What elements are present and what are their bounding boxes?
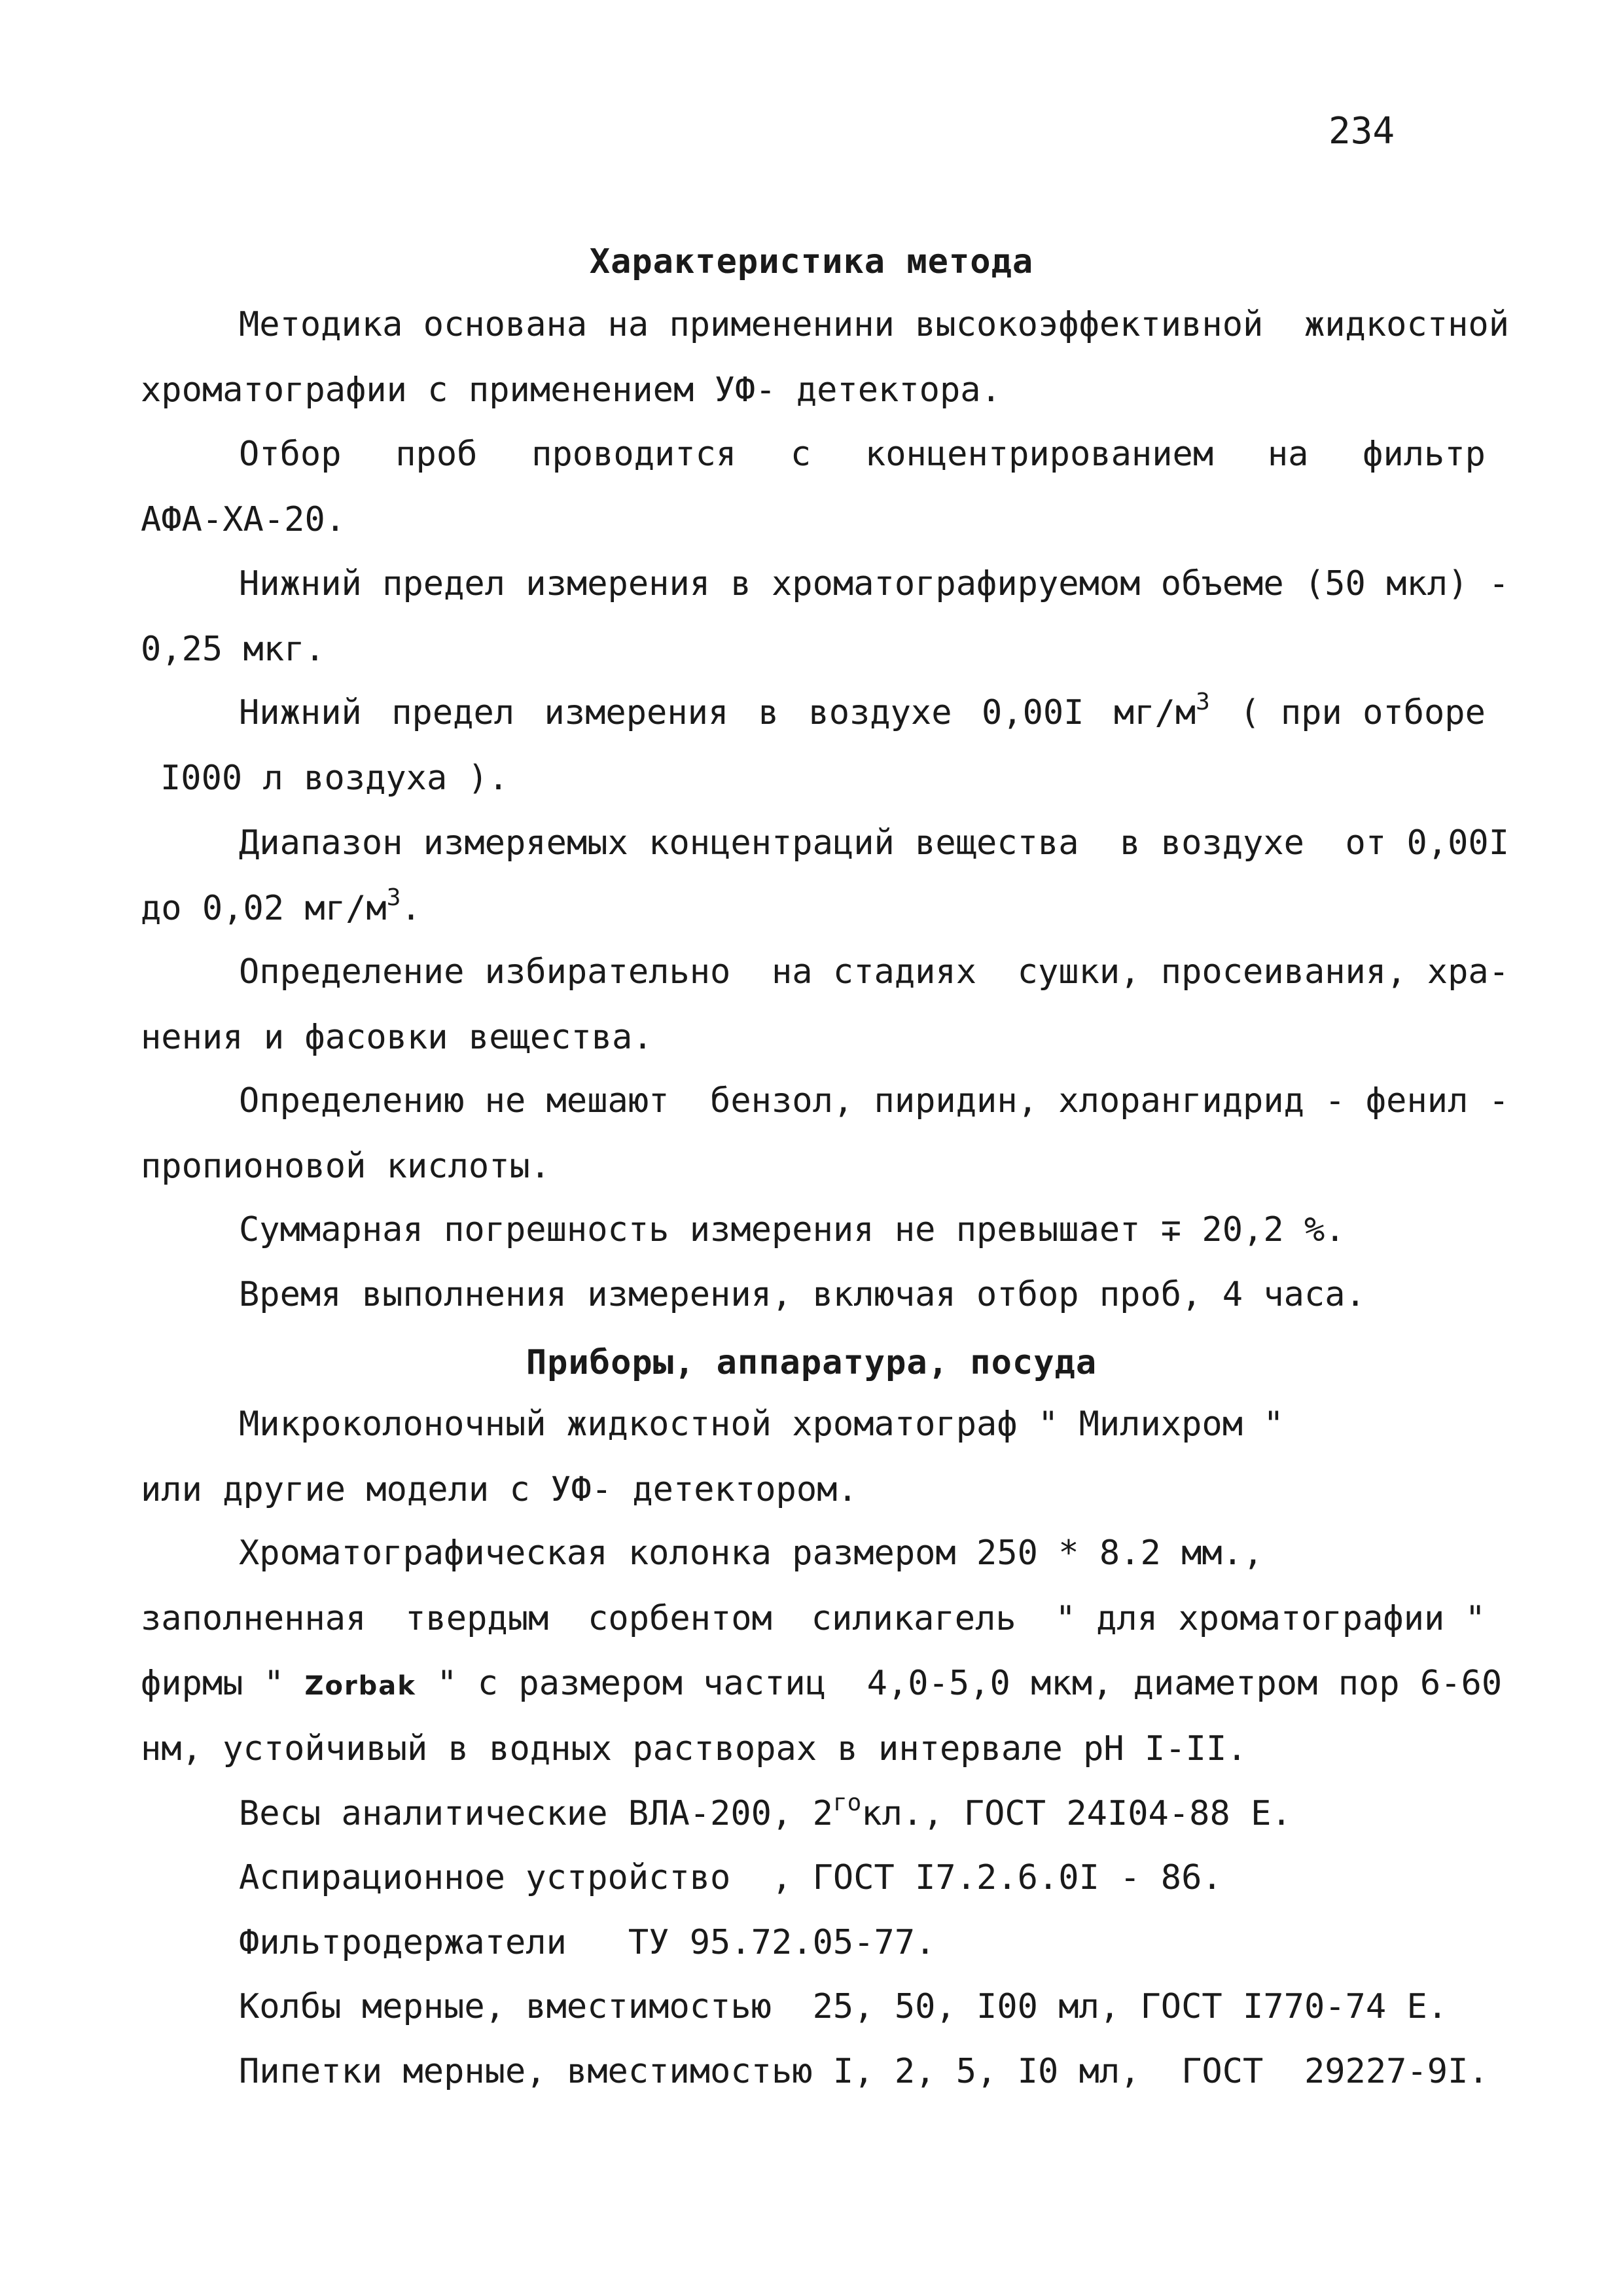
unit: мг/м [1113, 693, 1196, 732]
superscript: 3 [1196, 689, 1210, 715]
list-item-line: Хроматографическая колонка размером 250 * 8.2 мм., [239, 1534, 1264, 1573]
paragraph-line: Диапазон измеряемых концентраций вещества в воздухе от 0,00I [239, 823, 1510, 863]
text: до 0,02 мг/м [141, 889, 387, 928]
paragraph-line: Методика основана на примененини высокоэффективной жидкостной [239, 305, 1510, 344]
paragraph-line: Время выполнения измерения, включая отбор проб, 4 часа. [239, 1275, 1366, 1314]
paragraph-line: I000 л воздуха ). [160, 759, 509, 798]
word: силикагель [811, 1599, 1016, 1638]
text: кл., ГОСТ 24I04-88 Е. [861, 1794, 1292, 1833]
list-item-line: Аспирационное устройство , ГОСТ I7.2.6.0I - 86. [239, 1858, 1222, 1897]
paragraph-line: Определению не мешают бензол, пиридин, хлорангидрид - фенил - [239, 1081, 1510, 1121]
paragraph-line: хроматографии с применением УФ- детектора. [141, 370, 1001, 410]
word: твердым [405, 1599, 549, 1638]
word: 0,00I [981, 693, 1084, 732]
paragraph-line: 0,25 мкг. [141, 630, 325, 669]
superscript: го [832, 1789, 862, 1816]
section-heading-method: Характеристика метода [589, 242, 1034, 281]
paragraph-line [141, 884, 421, 928]
word: " для хроматографии " [1055, 1599, 1486, 1638]
superscript: 3 [386, 884, 401, 911]
word: заполненная [141, 1599, 366, 1638]
paragraph-line: нения и фасовки вещества. [141, 1018, 653, 1057]
paragraph-line: Определение избирательно на стадиях сушки, просеивания, хра- [239, 952, 1510, 992]
word: Нижний [239, 693, 362, 732]
paragraph-justified-line [239, 689, 1486, 732]
list-item-line: Микроколоночный жидкостной хроматограф " Милихром " [239, 1405, 1284, 1444]
paragraph-justified-line [239, 435, 1486, 474]
word: ( при отборе [1240, 693, 1486, 732]
word: в [758, 693, 779, 732]
list-item-line: нм, устойчивый в водных растворах в интервале pH I-II. [141, 1729, 1247, 1768]
unit-with-superscript [1113, 689, 1210, 732]
list-item-line: Фильтродержатели ТУ 95.72.05-77. [239, 1923, 936, 1962]
section-heading-equipment: Приборы, аппаратура, посуда [526, 1343, 1097, 1382]
text: фирмы " [141, 1664, 305, 1703]
word: с [790, 435, 812, 474]
text: Весы аналитические ВЛА-200, 2 [239, 1794, 833, 1833]
paragraph-line: Суммарная погрешность измерения не превышает ∓ 20,2 %. [239, 1210, 1346, 1249]
list-item-justified-line [141, 1599, 1486, 1638]
word: Отбор [239, 435, 342, 474]
word: фильтр [1363, 435, 1486, 474]
list-item-line: Колбы мерные, вместимостью 25, 50, I00 мл, ГОСТ I770-74 Е. [239, 1987, 1448, 2026]
text: . [401, 889, 421, 928]
word: проводится [531, 435, 737, 474]
brand-name: Zorbak [304, 1671, 416, 1701]
word: концентрированием [865, 435, 1214, 474]
word: сорбентом [588, 1599, 772, 1638]
page-number: 234 [1329, 110, 1395, 152]
word: воздухе [808, 693, 952, 732]
paragraph-line: АФА-ХА-20. [141, 500, 346, 539]
word: измерения [544, 693, 729, 732]
list-item-line [239, 1789, 1292, 1833]
text: " с размером частиц 4,0-5,0 мкм, диаметром пор 6-60 [416, 1664, 1503, 1703]
word: на [1267, 435, 1309, 474]
word: проб [395, 435, 478, 474]
list-item-line: или другие модели с УФ- детектором. [141, 1470, 858, 1509]
paragraph-line: пропионовой кислоты. [141, 1147, 551, 1186]
word: предел [391, 693, 515, 732]
list-item-line: Пипетки мерные, вместимостью I, 2, 5, I0 мл, ГОСТ 29227-9I. [239, 2052, 1489, 2091]
list-item-line [141, 1664, 1503, 1703]
paragraph-line: Нижний предел измерения в хроматографируемом объеме (50 мкл) - [239, 564, 1510, 603]
